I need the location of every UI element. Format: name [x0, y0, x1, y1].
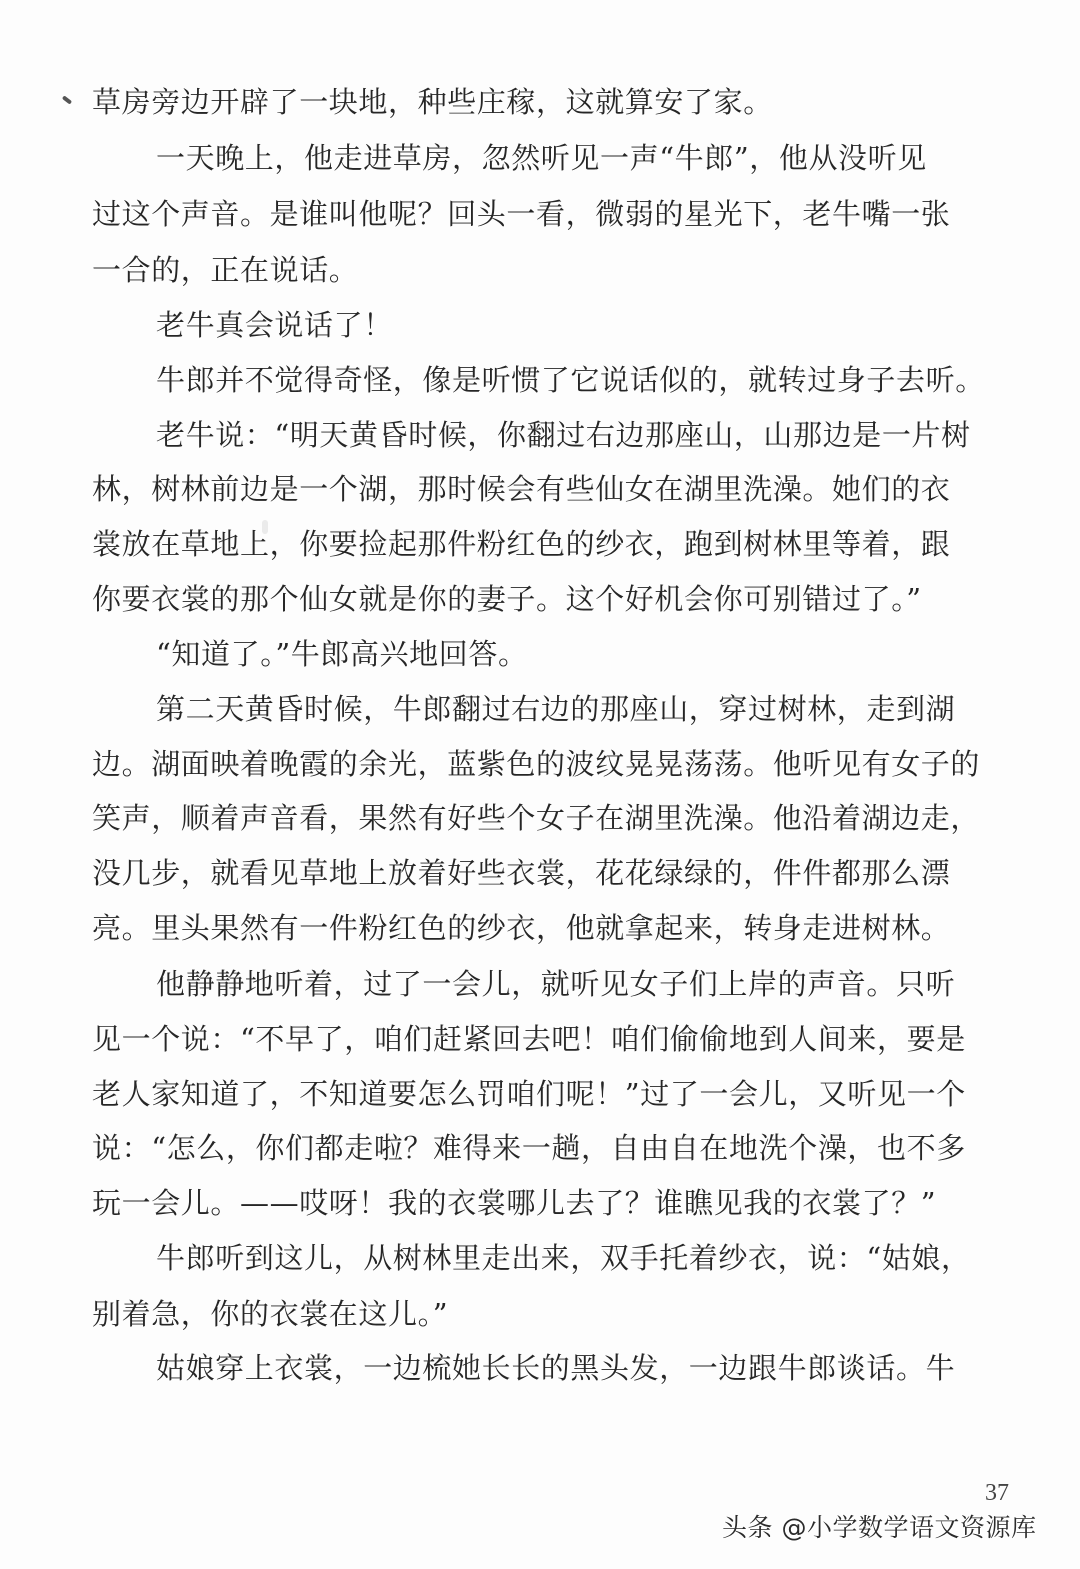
- text-line: 老牛说：“明天黄昏时候，你翻过右边那座山，山那边是一片树: [156, 418, 971, 452]
- text-line: 老人家知道了，不知道要怎么罚咱们呢！”过了一会儿，又听见一个: [92, 1077, 966, 1111]
- text-line: 一天晚上，他走进草房，忽然听见一声“牛郎”，他从没听见: [156, 141, 927, 175]
- text-line: 一合的，正在说话。: [92, 253, 359, 287]
- text-line: 别着急，你的衣裳在这儿。”: [92, 1297, 449, 1331]
- text-line: “知道了。”牛郎高兴地回答。: [156, 637, 528, 671]
- text-line: 裳放在草地上，你要捡起那件粉红色的纱衣，跑到树林里等着，跟: [92, 527, 951, 561]
- text-line: 第二天黄昏时候，牛郎翻过右边的那座山，穿过树林，走到湖: [156, 692, 956, 726]
- text-line: 林，树林前边是一个湖，那时候会有些仙女在湖里洗澡。她们的衣: [92, 472, 951, 506]
- text-line: 笑声，顺着声音看，果然有好些个女子在湖里洗澡。他沿着湖边走，: [92, 801, 981, 835]
- text-line: 牛郎听到这儿，从树林里走出来，双手托着纱衣，说：“姑娘，: [156, 1241, 971, 1275]
- text-line: 你要衣裳的那个仙女就是你的妻子。这个好机会你可别错过了。”: [92, 582, 922, 616]
- text-line: 边。湖面映着晚霞的余光，蓝紫色的波纹晃晃荡荡。他听见有女子的: [92, 747, 981, 781]
- text-line: 姑娘穿上衣裳，一边梳她长长的黑头发，一边跟牛郎谈话。牛: [156, 1351, 956, 1385]
- page-edge-mark: [62, 95, 72, 104]
- text-line: 亮。里头果然有一件粉红色的纱衣，他就拿起来，转身走进树林。: [92, 911, 951, 945]
- page-number: 37: [985, 1480, 1009, 1506]
- text-line: 他静静地听着，过了一会儿，就听见女子们上岸的声音。只听: [156, 967, 956, 1001]
- text-line: 说：“怎么，你们都走啦？难得来一趟，自由自在地洗个澡，也不多: [92, 1131, 966, 1165]
- text-line: 牛郎并不觉得奇怪，像是听惯了它说话似的，就转过身子去听。: [156, 363, 985, 397]
- text-line: 过这个声音。是谁叫他呢？回头一看，微弱的星光下，老牛嘴一张: [92, 197, 951, 231]
- text-line: 没几步，就看见草地上放着好些衣裳，花花绿绿的，件件都那么漂: [92, 856, 951, 890]
- text-line: 见一个说：“不早了，咱们赶紧回去吧！咱们偷偷地到人间来，要是: [92, 1022, 966, 1056]
- text-line: 老牛真会说话了！: [156, 308, 393, 342]
- text-line: 草房旁边开辟了一块地，种些庄稼，这就算安了家。: [92, 85, 773, 119]
- text-line: 玩一会儿。——哎呀！我的衣裳哪儿去了？谁瞧见我的衣裳了？”: [92, 1186, 937, 1220]
- watermark-text: 头条 @小学数学语文资源库: [722, 1513, 1037, 1542]
